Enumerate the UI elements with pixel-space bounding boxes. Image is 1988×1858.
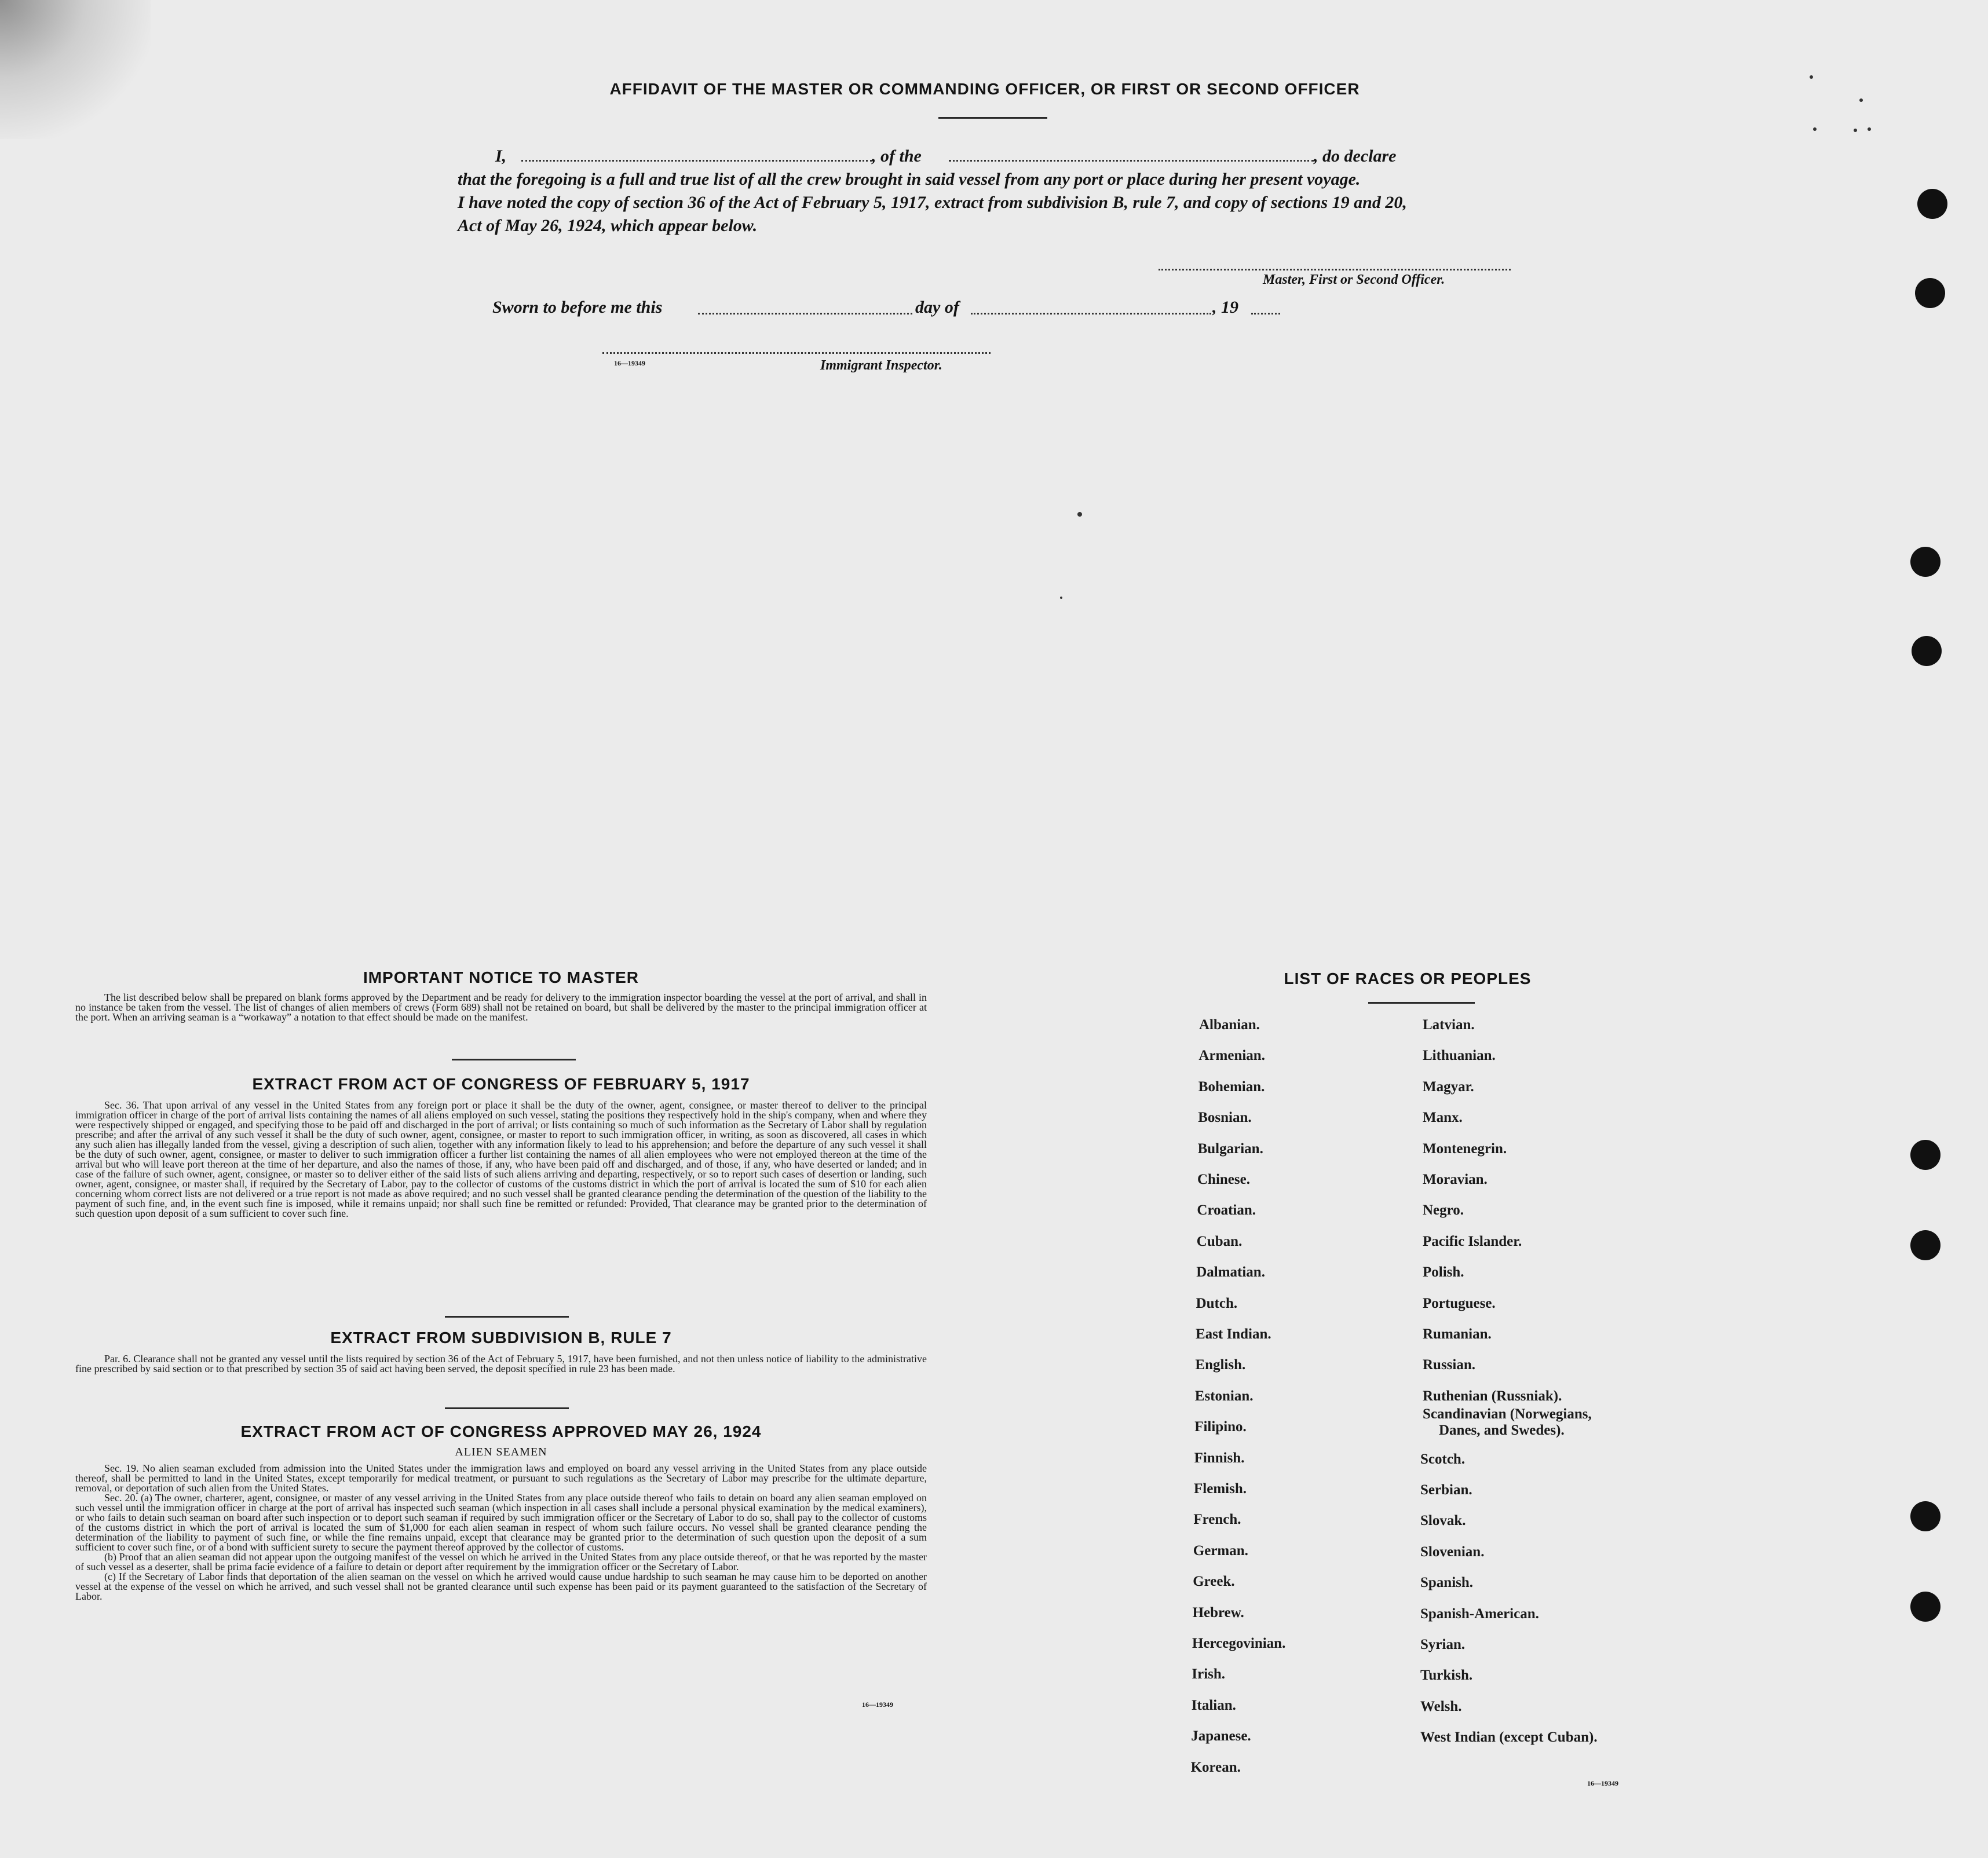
master-signature-label: Master, First or Second Officer. xyxy=(1263,272,1445,287)
punch-hole xyxy=(1915,278,1945,308)
extract-1924-section xyxy=(75,1422,927,1601)
race-item: Dutch. xyxy=(1196,1295,1238,1311)
race-item: Russian. xyxy=(1423,1357,1476,1373)
race-item: Latvian. xyxy=(1423,1017,1475,1033)
declaration-line-3: I have noted the copy of section 36 of the Act of February 5, 1917, extract from subdivision B, rule 7, and copy of sections 19 and 20, xyxy=(458,193,1407,212)
declarant-prefix: I, xyxy=(495,147,507,166)
race-item: Finnish. xyxy=(1194,1450,1245,1466)
race-item: English. xyxy=(1195,1357,1246,1373)
race-item: Irish. xyxy=(1192,1666,1226,1683)
race-item: Bosnian. xyxy=(1198,1110,1252,1126)
section-divider xyxy=(445,1316,569,1318)
sworn-label: Sworn to before me this xyxy=(492,298,663,317)
race-item: Moravian. xyxy=(1423,1172,1488,1187)
extract-rule7-text: Par. 6. Clearance shall not be granted any vessel until the lists required by section 36 of the Act of February 5, 1917, have been furnished, and not then unless notice of liability to the administrative fine prescribed by said section or to that prescribed by section 35 of said act having been served, the deposit specified in rule 23 has been made. xyxy=(75,1353,927,1374)
race-item: Cuban. xyxy=(1196,1233,1242,1249)
punch-hole xyxy=(1912,636,1942,666)
race-item: Croatian. xyxy=(1197,1202,1256,1219)
inspector-label: Immigrant Inspector. xyxy=(820,358,942,373)
race-item: Estonian. xyxy=(1194,1388,1254,1404)
race-item: Korean. xyxy=(1190,1759,1241,1775)
races-divider xyxy=(1368,1002,1475,1004)
form-number: 16—19349 xyxy=(1587,1779,1618,1787)
race-item: Hebrew. xyxy=(1192,1604,1244,1621)
race-item: Armenian. xyxy=(1198,1048,1265,1064)
race-item: Italian. xyxy=(1191,1697,1236,1713)
affidavit-declaration xyxy=(458,145,1535,237)
sec19-text: Sec. 19. No alien seaman excluded from admission into the United States under the immigration laws and employed on board any vessel arriving in the United States from any place outside thereof, shall be permitted to land in the United States, except temporarily for medical treatment, or pursuant to such regulations as the Secretary of Labor may prescribe for the ultimate departure, removal, or deportation of such alien from the United States. xyxy=(75,1462,927,1494)
race-item: Chinese. xyxy=(1197,1172,1250,1187)
race-item: Negro. xyxy=(1423,1202,1464,1219)
sec20a-text: Sec. 20. (a) The owner, charterer, agent, consignee, or master of any vessel arriving in the United States from any place outside thereof who fails to detain on board any alien seaman employed on such vessel until the immigration officer in charge at the port of arrival has inspected such seaman (which inspection in all cases shall include a personal physical examination by the medical examiners), or who fails to detain such seaman on board after such inspection or to deport such seaman if required by such immigration officer or the Secretary of Labor to do so, shall pay to the collector of customs of the customs district in which the port of arrival is located the sum of $1,000 for each alien seaman in respect of whom such failure occurs. No vessel shall be granted clearance pending the determination of the liability to payment of such fine, or while the fine remains unpaid, except that clearance may be granted prior to the determination of such question upon the deposit of a sum sufficient to cover such fine, or of a bond with sufficient surety to secure the payment thereof approved by the collector of customs. xyxy=(75,1492,927,1553)
race-item: Danes, and Swedes). xyxy=(1439,1422,1565,1439)
race-item: Rumanian. xyxy=(1423,1326,1492,1342)
punch-hole xyxy=(1910,1230,1941,1260)
race-item: Manx. xyxy=(1423,1110,1463,1126)
race-item: Bohemian. xyxy=(1198,1078,1265,1095)
race-item: French. xyxy=(1193,1512,1241,1528)
declaration-line-4: Act of May 26, 1924, which appear below. xyxy=(458,216,758,235)
race-item: Magyar. xyxy=(1423,1078,1474,1095)
race-item: Spanish-American. xyxy=(1420,1605,1539,1622)
form-number: 16—19349 xyxy=(862,1700,893,1709)
declaration-line-2: that the foregoing is a full and true list of all the crew brought in said vessel from any port or place during her present voyage. xyxy=(458,170,1361,189)
race-item: East Indian. xyxy=(1196,1326,1271,1342)
sworn-month-field[interactable] xyxy=(971,313,1211,314)
extract-rule7-section xyxy=(75,1329,927,1374)
races-heading: LIST OF RACES OR PEOPLES xyxy=(1284,970,1532,987)
sworn-line xyxy=(492,298,1303,323)
race-item: Greek. xyxy=(1193,1574,1235,1590)
extract-rule7-heading: EXTRACT FROM SUBDIVISION B, RULE 7 xyxy=(330,1329,672,1347)
extract-1917-heading: EXTRACT FROM ACT OF CONGRESS OF FEBRUARY 5, 1917 xyxy=(252,1075,750,1093)
race-item: Turkish. xyxy=(1420,1667,1473,1684)
day-of-label: day of xyxy=(915,298,959,317)
section-divider xyxy=(452,1059,576,1060)
race-item: Bulgarian. xyxy=(1197,1140,1263,1157)
race-item: Filipino. xyxy=(1194,1419,1247,1435)
title-underline xyxy=(938,117,1047,119)
extract-1917-section xyxy=(75,1075,927,1219)
affidavit-title: AFFIDAVIT OF THE MASTER OR COMMANDING OFFICER, OR FIRST OR SECOND OFFICER xyxy=(609,80,1360,98)
race-item: German. xyxy=(1193,1542,1248,1559)
declarant-name-field[interactable] xyxy=(521,160,872,162)
do-declare-label: , do declare xyxy=(1314,147,1397,166)
race-item: Scandinavian (Norwegians, xyxy=(1423,1406,1592,1422)
extract-1924-heading: EXTRACT FROM ACT OF CONGRESS APPROVED MAY 26, 1924 xyxy=(240,1422,762,1440)
notice-section xyxy=(75,968,927,1022)
notice-text: The list described below shall be prepared on blank forms approved by the Department and be ready for delivery to the immigration inspector boarding the vessel at the port of arrival, and shall in no instance be taken from the vessel. The list of changes of alien members of crews (Form 689) shall not be retained on board, but shall be delivered by the master to the principal immigration officer at the port. When an arriving seaman is a “workaway” a notation to that effect should be made on the manifest. xyxy=(75,992,927,1023)
race-item: Scotch. xyxy=(1420,1451,1466,1467)
punch-hole xyxy=(1910,1501,1941,1531)
of-the-label: , of the xyxy=(872,147,922,166)
race-item: Welsh. xyxy=(1420,1698,1462,1714)
race-item: Serbian. xyxy=(1420,1482,1472,1498)
race-item: Hercegovinian. xyxy=(1192,1636,1286,1651)
race-item: Spanish. xyxy=(1420,1575,1474,1591)
punch-hole xyxy=(1917,189,1947,219)
race-item: Pacific Islander. xyxy=(1423,1233,1522,1249)
race-item: Syrian. xyxy=(1420,1637,1466,1652)
race-item: Slovak. xyxy=(1420,1513,1466,1529)
form-number: 16—19349 xyxy=(614,359,645,367)
race-item: Polish. xyxy=(1423,1264,1464,1281)
vessel-name-field[interactable] xyxy=(949,160,1314,162)
race-item: Ruthenian (Russniak). xyxy=(1423,1388,1562,1404)
race-item: West Indian (except Cuban). xyxy=(1420,1729,1598,1746)
section-divider xyxy=(445,1407,569,1409)
notice-heading: IMPORTANT NOTICE TO MASTER xyxy=(363,968,639,986)
punch-hole xyxy=(1910,1140,1941,1170)
race-item: Montenegrin. xyxy=(1423,1140,1507,1157)
sec20c-text: (c) If the Secretary of Labor finds that deportation of the alien seaman on the vessel on which he arrived would cause undue hardship to such seaman he may cause him to be deported on another vessel at the expense of the vessel on which he arrived, and such vessel shall not be granted clearance until such expense has been paid or its payment guaranteed to the satisfaction of the Secretary of Labor. xyxy=(75,1571,927,1602)
race-item: Dalmatian. xyxy=(1196,1264,1265,1281)
sec20b-text: (b) Proof that an alien seaman did not appear upon the outgoing manifest of the vessel on which he arrived in the United States from any place outside thereof, or that he was reported by the master of such vessel as a deserter, shall be prima facie evidence of a failure to detain or deport after requirement by the immigration officer or the Secretary of Labor. xyxy=(75,1551,927,1572)
alien-seamen-subheading: ALIEN SEAMEN xyxy=(455,1446,547,1458)
race-item: Flemish. xyxy=(1194,1481,1247,1497)
race-item: Albanian. xyxy=(1199,1017,1260,1033)
extract-1917-text: Sec. 36. That upon arrival of any vessel in the United States from any foreign port or place it shall be the duty of the owner, agent, consignee, or master thereof to deliver to the principal immigration officer in charge of the port of arrival lists containing the names of all aliens employed on such vessel, stating the positions they respectively hold in the ship's company, when and where they were respectively shipped or engaged, and specifying those to be paid off and discharged in the port of arrival; or lists containing so much of such information as the Secretary of Labor shall by regulation prescribe; and after the arrival of any such vessel it shall be the duty of such owner, agent, consignee, or master to report to such immigration officer, in writing, as soon as discovered, all cases in which any such alien has illegally landed from the vessel, giving a description of such alien, together with any information likely to lead to his apprehension; and before the departure of any such vessel it shall be the duty of such owner, agent, consignee, or master to deliver to such immigration officer a further list containing the names of all alien employees who were not employed thereon at the time of the arrival but who will leave port thereon at the time of her departure, and also the names of those, if any, who have been paid off and discharged, and of those, if any, who have deserted or landed; and in case of the failure of such owner, agent, consignee, or master so to deliver either of the said lists of such aliens arriving and departing, respectively, or so to report such cases of desertion or landing, such owner, agent, consignee, or master shall, if required by the Secretary of Labor, pay to the collector of customs of the customs district in which the port of arrival is located the sum of $10 for each alien concerning whom correct lists are not delivered or a true report is not made as above required; and no such vessel shall be granted clearance pending the determination of the question of the liability to the payment of such fine, and, in the event such fine is imposed, while it remains unpaid; nor shall such fine be remitted or refunded: Provided, That clearance may be granted prior to the determination of such question upon deposit of a sum sufficient to cover such fine. xyxy=(75,1099,927,1219)
scan-corner-shadow xyxy=(0,0,151,139)
punch-hole xyxy=(1910,1592,1941,1622)
punch-hole xyxy=(1910,547,1941,577)
year-label: , 19 xyxy=(1212,298,1238,317)
sworn-year-field[interactable] xyxy=(1251,313,1280,314)
race-item: Portuguese. xyxy=(1423,1295,1496,1311)
sworn-day-field[interactable] xyxy=(698,313,912,314)
race-item: Japanese. xyxy=(1191,1728,1251,1744)
declaration-line-1 xyxy=(458,145,1535,168)
inspector-signature-line[interactable] xyxy=(602,352,991,354)
race-item: Slovenian. xyxy=(1420,1544,1485,1560)
master-signature-line[interactable] xyxy=(1159,269,1511,270)
race-item: Lithuanian. xyxy=(1423,1048,1496,1064)
